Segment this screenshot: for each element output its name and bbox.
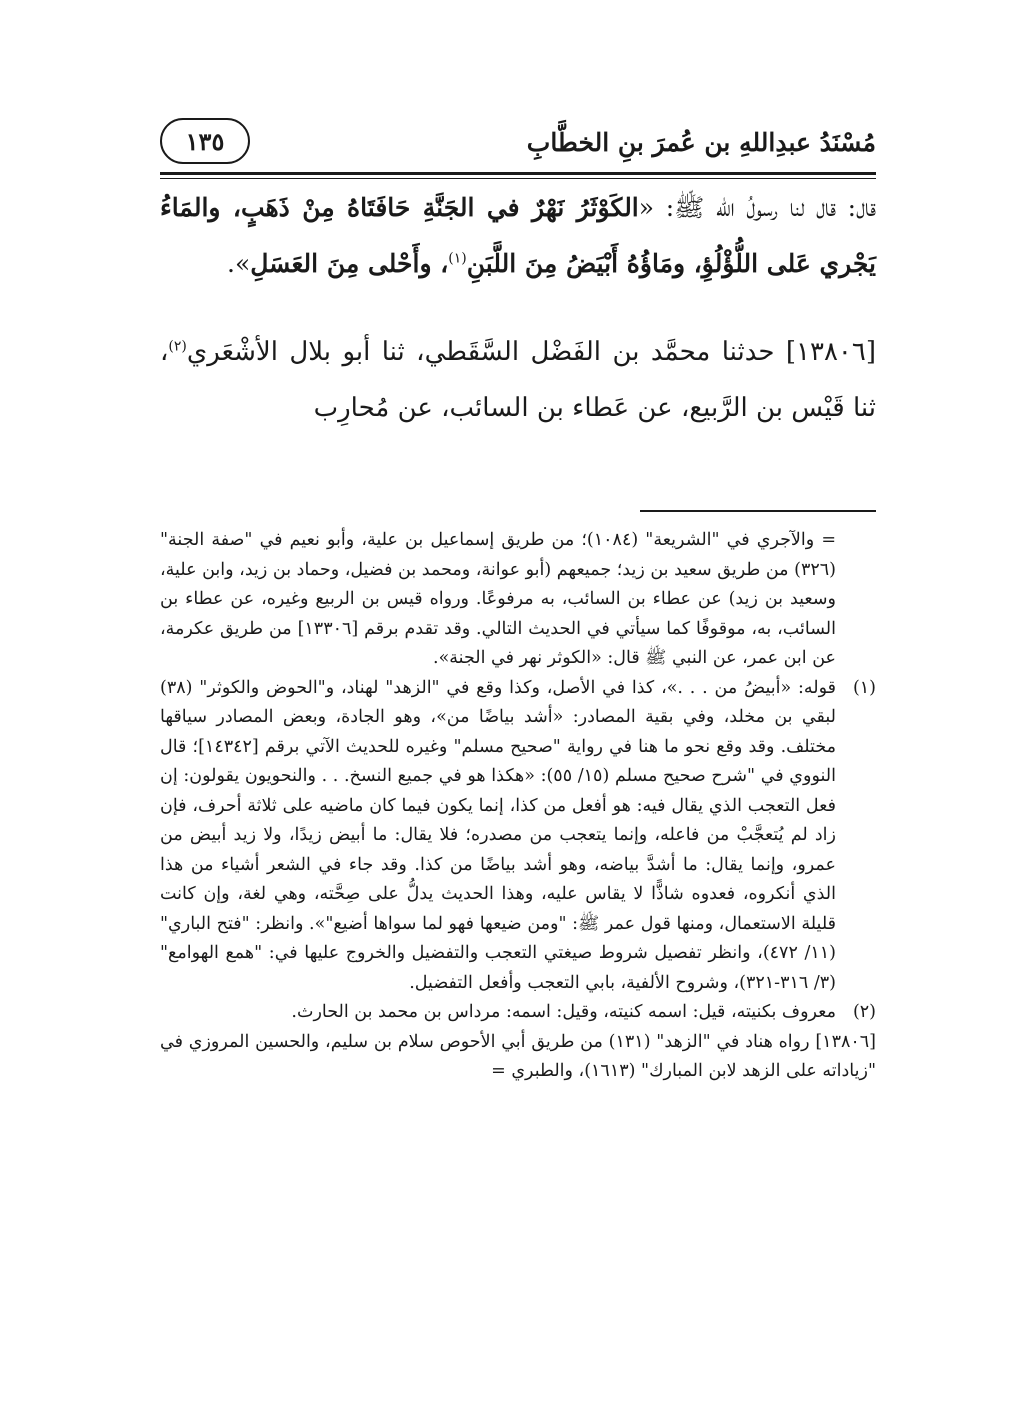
hadith-close: ». xyxy=(227,249,251,278)
footnotes xyxy=(160,526,876,1087)
hadith-paragraph xyxy=(160,180,876,292)
isnad-text-end: ، ثنا قَيْس بن الرَّبيع، عن عَطاء بن السائب، عن مُحارِب xyxy=(160,337,876,423)
takhrij-note: [١٣٨٠٦] رواه هناد في "الزهد" (١٣١) من طريق أبي الأحوص سلام بن سليم، والحسين المروزي في "زياداته على الزهد لابن المبارك" (١٦١٣)، والطبري = xyxy=(160,1031,876,1081)
hadith-text-end: ، وأَحْلى مِنَ العَسَلِ xyxy=(250,249,449,278)
isnad-text: [١٣٨٠٦] حدثنا محمَّد بن الفَضْل السَّقَطي، ثنا أبو بلال الأشْعَري xyxy=(186,337,876,367)
footnote-ref-2[interactable]: (٢) xyxy=(168,338,187,355)
running-title: مُسْنَدُ عبدِاللهِ بن عُمرَ بنِ الخطَّابِ xyxy=(526,128,876,157)
isnad-paragraph xyxy=(160,324,876,436)
footnote-text: معروف بكنيته، قيل: اسمه كنيته، وقيل: اسمه: مرداس بن محمد بن الحارث. xyxy=(291,1002,836,1022)
page-header xyxy=(160,118,876,168)
footnote-number: (٢) xyxy=(852,1002,876,1022)
footnote-1 xyxy=(160,674,876,999)
footnote-2 xyxy=(160,998,876,1028)
hadith-text: الكَوْثَرُ نَهْرٌ في الجَنَّةِ حَافَتَاهُ مِنْ ذَهَبٍ، والمَاءُ يَجْري عَلى اللُّؤْلُؤِ، ومَاؤُهُ أَبْيَضُ مِنَ اللَّبَنِ xyxy=(160,193,876,278)
page-number: ١٣٥ xyxy=(160,118,250,164)
header-rule xyxy=(160,172,876,175)
footnote-continuation: = والآجري في "الشريعة" (١٠٨٤)؛ من طريق إسماعيل بن علية، وأبو نعيم في "صفة الجنة" (٣٢٦) من طريق سعيد بن زيد؛ جميعهم (أبو عوانة، ومحمد بن فضيل، وحماد بن زيد، وابن علية، وسعيد بن زيد) عن عطاء بن السائب، به مرفوعًا. ورواه قيس بن الربيع وغيره، عن عطاء بن السائب، به، موقوفًا كما سيأتي في الحديث التالي. وقد تقدم برقم [١٣٣٠٦] من طريق عكرمة، عن ابن عمر، عن النبي ﷺ قال: «الكوثر نهر في الجنة». xyxy=(160,530,836,668)
footnote-separator xyxy=(640,510,876,512)
main-text xyxy=(160,180,876,436)
footnote-ref-1[interactable]: (١) xyxy=(448,250,467,267)
hadith-intro: قال: قال لنا رسولُ الله ﷺ: « xyxy=(638,193,877,222)
footnote-number: (١) xyxy=(852,677,876,698)
footnote-text: قوله: «أبيضُ من . . .»، كذا في الأصل، وكذا وقع في "الزهد" لهناد، و"الحوض والكوثر" (٣٨) لبقي بن مخلد، وفي بقية المصادر: «أشد بياضًا من»، وهو الجادة، وبعض المصادر سياقها مختلف. وقد وقع نحو ما هنا في رواية "صحيح مسلم" وغيره للحديث الآتي برقم [١٤٣٤٢]؛ قال النووي في "شرح صحيح مسلم (١٥/ ٥٥): «هكذا هو في جميع النسخ. . . والنحويون يقولون: إن فعل التعجب الذي يقال فيه: هو أفعل من كذا، إنما يكون فيما كان ماضيه على ثلاثة أحرف، فإن زاد لم يُتعجَّبْ من فاعله، وإنما يتعجب من مصدره؛ فلا يقال: ما أبيض زيدًا، ولا زيد أبيض من عمرو، وإنما يقال: ما أشدَّ بياضه، وهو أشد بياضًا من كذا. وقد جاء في الشعر أشياء من هذا الذي أنكروه، فعدوه شاذًّا لا يقاس عليه، وهذا الحديث يدلُّ على صِحَّته، وهي لغة، وإن كانت قليلة الاستعمال، ومنها قول عمر ﷺ: "ومن ضيعها فهو لما سواها أضيع"». وانظر: "فتح الباري" (١١/ ٤٧٢)، وانظر تفصيل شروط صيغتي التعجب والتفضيل والخروج عليها في: "همع الهوامع" (٣/ ٣١٦-٣٢١)، وشروح الألفية، بابي التعجب وأفعل التفضيل. xyxy=(160,677,836,993)
header-rule-thin xyxy=(160,178,876,179)
